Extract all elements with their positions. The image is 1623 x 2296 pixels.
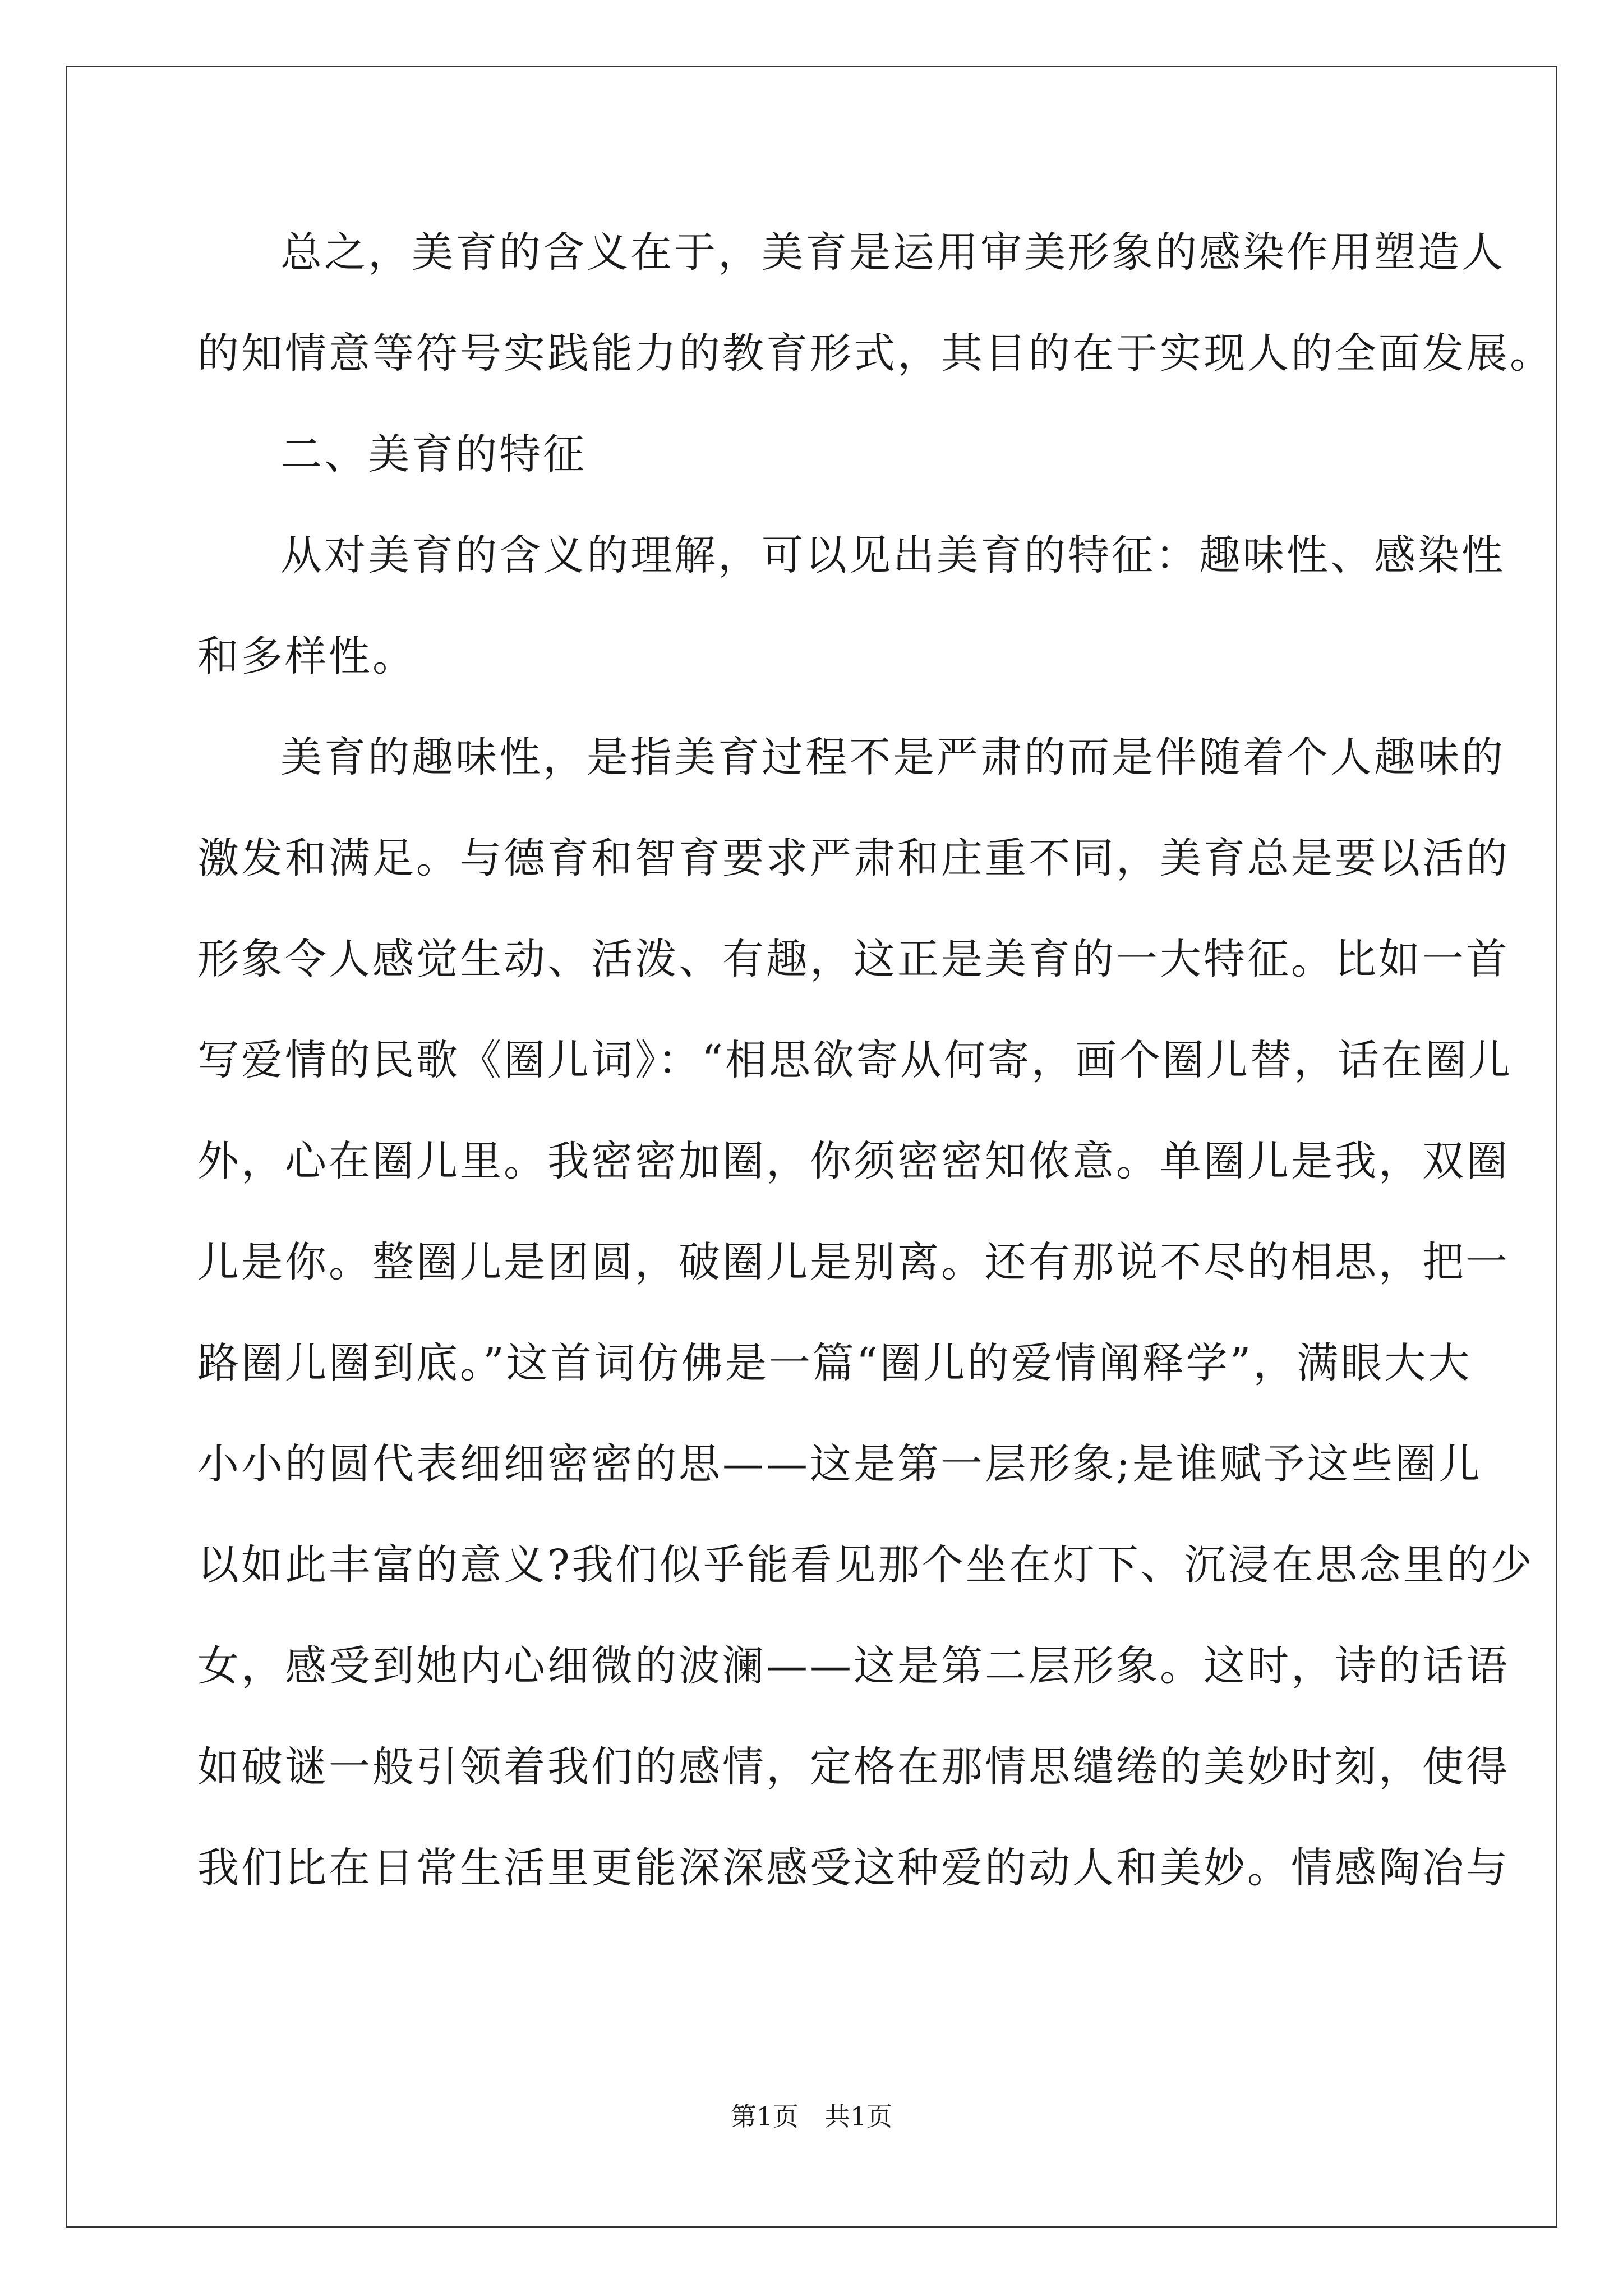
text-line: 和多样性。 [197, 632, 416, 680]
section-heading: 二、美育的特征 [280, 430, 587, 478]
text-line: 外，心在圈儿里。我密密加圈，你须密密知侬意。单圈儿是我，双圈 [197, 1137, 1510, 1185]
text-line: 儿是你。整圈儿是团圆，破圈儿是别离。还有那说不尽的相思，把一 [197, 1238, 1510, 1286]
text-line: 激发和满足。与德育和智育要求严肃和庄重不同，美育总是要以活的 [197, 834, 1510, 882]
text-line: 从对美育的含义的理解，可以见出美育的特征：趣味性、感染性 [280, 531, 1505, 579]
text-line: 小小的圆代表细细密密的思——这是第一层形象;是谁赋予这些圈儿 [197, 1440, 1482, 1488]
text-line: 如破谜一般引领着我们的感情，定格在那情思缱绻的美妙时刻，使得 [197, 1743, 1510, 1791]
text-line: 以如此丰富的意义?我们似乎能看见那个坐在灯下、沉浸在思念里的少 [197, 1541, 1534, 1589]
text-line: 女，感受到她内心细微的波澜——这是第二层形象。这时，诗的话语 [197, 1642, 1510, 1690]
page-number-footer: 第1页 共1页 [730, 2101, 893, 2132]
text-line: 我们比在日常生活里更能深深感受这种爱的动人和美妙。情感陶冶与 [197, 1844, 1510, 1892]
text-line: 路圈儿圈到底。”这首词仿佛是一篇“圈儿的爱情阐释学”，满眼大大 [197, 1339, 1472, 1387]
text-line: 形象令人感觉生动、活泼、有趣，这正是美育的一大特征。比如一首 [197, 935, 1510, 983]
text-line: 的知情意等符号实践能力的教育形式，其目的在于实现人的全面发展。 [197, 329, 1553, 378]
text-line: 总之，美育的含义在于，美育是运用审美形象的感染作用塑造人 [280, 228, 1505, 277]
text-line: 写爱情的民歌《圈儿词》：“相思欲寄从何寄，画个圈儿替，话在圈儿 [197, 1036, 1513, 1084]
text-line: 美育的趣味性，是指美育过程不是严肃的而是伴随着个人趣味的 [280, 733, 1505, 781]
